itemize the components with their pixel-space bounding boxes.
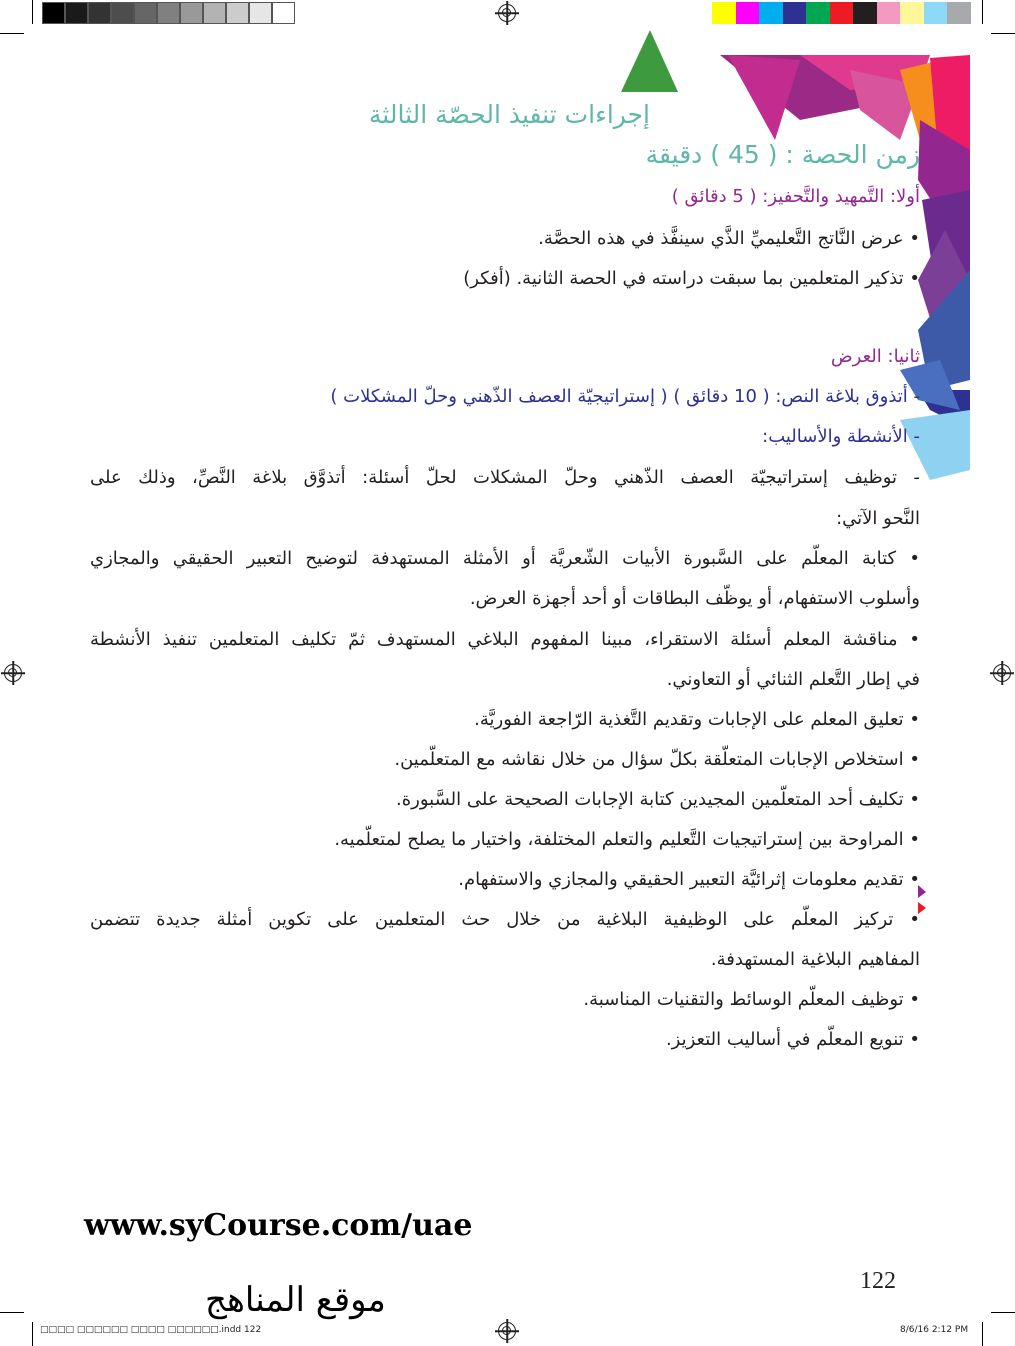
color-swatch (877, 2, 901, 24)
section1-heading: أولا: التَّمهيد والتَّحفيز: ( 5 دقائق ) (671, 186, 920, 207)
section2-heading: ثانيا: العرض (830, 346, 920, 367)
list-item: • تعليق المعلم على الإجابات وتقديم التَّغذية الرّاجعة الفوريَّة. (474, 709, 920, 730)
lesson-strategy: - أتذوق بلاغة النص: ( 10 دقائق ) ( إستراتيجيّة العصف الذّهني وحلّ المشكلات ) (330, 386, 920, 407)
color-swatch (712, 2, 736, 24)
gray-swatch (157, 2, 180, 24)
intro-line: - توظيف إستراتيجيّة العصف الذّهني وحلّ المشكلات لحلّ أسئلة: أتذوَّق بلاغة النَّصِّ، وذلك على (90, 467, 920, 488)
list-item: • تنويع المعلّم في أساليب التعزيز. (666, 1029, 920, 1050)
slug-date: 8/6/16 2:12 PM (900, 1325, 969, 1335)
gray-swatch (226, 2, 249, 24)
list-item-continuation: المفاهيم البلاغية المستهدفة. (710, 949, 920, 970)
list-item-continuation: في إطار التَّعلم الثنائي أو التعاوني. (666, 669, 920, 690)
color-swatch (736, 2, 760, 24)
gray-swatch (180, 2, 203, 24)
registration-mark-left-icon (4, 664, 22, 682)
color-swatch (853, 2, 877, 24)
gray-swatch (203, 2, 226, 24)
gray-swatch (42, 2, 65, 24)
page-number: 122 (860, 1268, 896, 1294)
color-swatch (924, 2, 948, 24)
color-swatch (947, 2, 971, 24)
color-swatch (830, 2, 854, 24)
list-item: • تذكير المتعلمين بما سبقت دراسته في الحصة الثانية. (أفكر) (463, 268, 920, 289)
list-item: • عرض النَّاتج التَّعليميِّ الذَّي سينفَّذ في هذه الحصَّة. (538, 228, 920, 249)
color-swatch (783, 2, 807, 24)
lesson-time: زمن الحصة : ( 45 ) دقيقة (645, 140, 920, 169)
website-link[interactable]: www.syCourse.com/uae (84, 1208, 473, 1243)
gray-swatch (134, 2, 157, 24)
intro-line: النَّحو الآتي: (836, 508, 920, 529)
color-swatch (806, 2, 830, 24)
list-item: • مناقشة المعلم أسئلة الاستقراء، مبينا المفهوم البلاغي المستهدف ثمّ تكليف المتعلمين تنفيذ الأنشطة (90, 629, 920, 650)
list-item: • استخلاص الإجابات المتعلّقة بكلّ سؤال من خلال نقاشه مع المتعلّمين. (394, 749, 920, 770)
list-item: • كتابة المعلّم على السَّبورة الأبيات الشّعريَّة أو الأمثلة المستهدفة لتوضيح التعبير الحقيقي والمجازي (90, 548, 920, 569)
color-swatch (900, 2, 924, 24)
gray-swatch (65, 2, 88, 24)
page-title: إجراءات تنفيذ الحصّة الثالثة (368, 100, 650, 129)
list-item: • توظيف المعلّم الوسائط والتقنيات المناسبة. (583, 989, 920, 1010)
list-item: • تكليف أحد المتعلّمين المجيدين كتابة الإجابات الصحيحة على السَّبورة. (396, 789, 920, 810)
list-item-continuation: وأسلوب الاستفهام، أو يوظّف البطاقات أو أحد أجهزة العرض. (469, 588, 920, 609)
site-name: موقع المناهج (205, 1280, 386, 1320)
lesson-content (90, 0, 920, 1100)
activities-heading: - الأنشطة والأساليب: (762, 426, 920, 447)
registration-mark-right-icon (993, 664, 1011, 682)
gray-swatch (88, 2, 111, 24)
registration-mark-bottom-icon (498, 1322, 516, 1340)
list-item: • تركيز المعلّم على الوظيفية البلاغية من خلال حث المتعلمين على تكوين أمثلة جديدة تتضمن (90, 909, 920, 930)
list-item: • المراوحة بين إستراتيجيات التَّعليم والتعلم المختلفة، واختيار ما يصلح لمتعلّميه. (334, 829, 920, 850)
color-swatch (759, 2, 783, 24)
gray-swatch (249, 2, 272, 24)
list-item: • تقديم معلومات إثرائيَّة التعبير الحقيقي والمجازي والاستفهام. (458, 869, 920, 890)
gray-swatch (272, 2, 295, 24)
gray-swatch (111, 2, 134, 24)
slug-filename: □□□□ □□□□□□ □□□□ □□□□□□.indd 122 (40, 1325, 262, 1335)
